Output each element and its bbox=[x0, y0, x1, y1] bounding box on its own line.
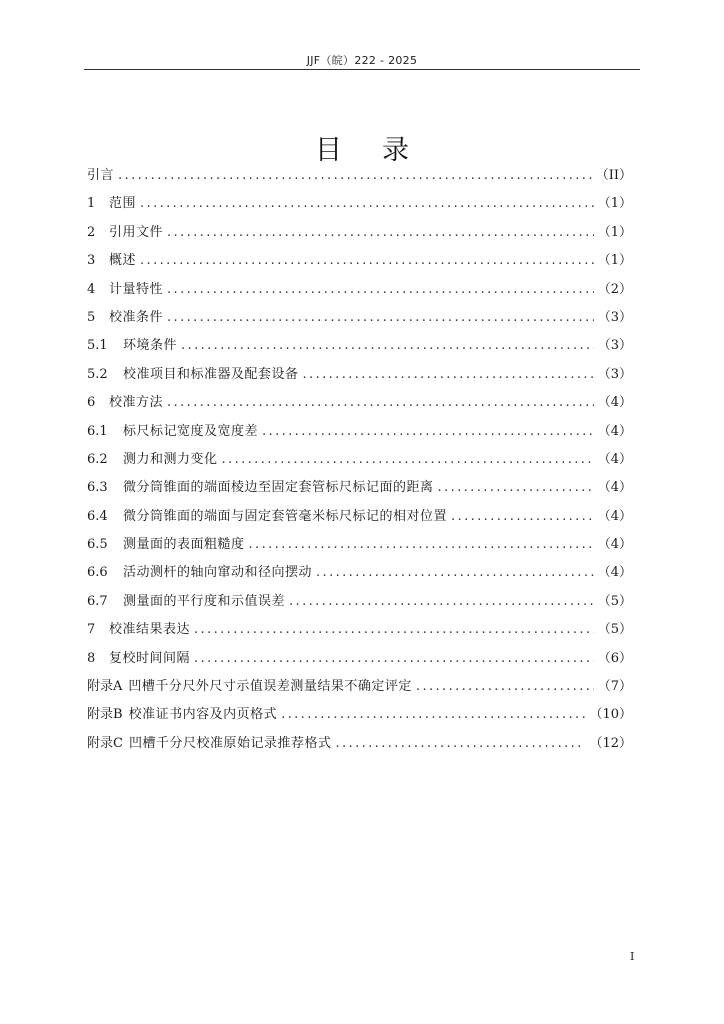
toc-entry-number: 3 bbox=[87, 253, 96, 269]
toc-entry[interactable] bbox=[87, 162, 632, 190]
toc-dot-leader bbox=[181, 332, 594, 360]
toc-entry-number: 5.2 bbox=[87, 366, 108, 382]
toc-entry-page: （3） bbox=[597, 366, 632, 382]
toc-dot-leader bbox=[194, 616, 594, 644]
toc-entry[interactable] bbox=[87, 361, 632, 389]
toc-dot-leader bbox=[335, 730, 585, 758]
toc-entry-page: （7） bbox=[597, 679, 632, 695]
toc-entry-page: （10） bbox=[589, 707, 632, 723]
toc-entry[interactable] bbox=[87, 730, 632, 758]
toc-entry-page: （3） bbox=[597, 338, 632, 354]
toc-entry-page: （4） bbox=[597, 508, 632, 524]
toc-dot-leader bbox=[222, 446, 594, 474]
toc-entry-number: 2 bbox=[87, 224, 96, 240]
toc-entry[interactable] bbox=[87, 276, 632, 304]
toc-dot-leader bbox=[289, 588, 594, 616]
toc-entry-number: 6.1 bbox=[87, 423, 108, 439]
toc-entry-title: 引言 bbox=[87, 168, 115, 183]
table-of-contents bbox=[87, 162, 632, 758]
toc-entry-page: （1） bbox=[597, 224, 632, 240]
toc-entry[interactable] bbox=[87, 446, 632, 474]
toc-dot-leader bbox=[167, 304, 594, 332]
toc-entry-page: （4） bbox=[597, 537, 632, 553]
toc-entry-title: 微分筒锥面的端面与固定套管毫米标尺标记的相对位置 bbox=[123, 508, 448, 524]
toc-entry-page: （4） bbox=[597, 395, 632, 411]
toc-entry-page: （5） bbox=[597, 622, 632, 638]
toc-entry-title: 校准方法 bbox=[109, 395, 164, 411]
toc-entry[interactable] bbox=[87, 190, 632, 218]
toc-entry[interactable] bbox=[87, 418, 632, 446]
toc-dot-leader bbox=[262, 418, 594, 446]
toc-dot-leader bbox=[167, 276, 594, 304]
toc-entry-page: （4） bbox=[597, 565, 632, 581]
toc-entry[interactable] bbox=[87, 531, 632, 559]
toc-entry-title: 引用文件 bbox=[109, 224, 164, 240]
toc-entry-page: （3） bbox=[597, 309, 632, 325]
toc-entry-title: 范围 bbox=[109, 196, 137, 212]
toc-dot-leader bbox=[281, 701, 585, 729]
toc-entry-number: 附录B bbox=[87, 707, 123, 723]
toc-dot-leader bbox=[194, 645, 594, 673]
toc-entry[interactable] bbox=[87, 645, 632, 673]
toc-entry[interactable] bbox=[87, 304, 632, 332]
toc-entry[interactable] bbox=[87, 673, 632, 701]
toc-dot-leader bbox=[438, 474, 594, 502]
toc-entry-number: 4 bbox=[87, 281, 96, 297]
toc-entry[interactable] bbox=[87, 247, 632, 275]
toc-entry-title: 校准项目和标准器及配套设备 bbox=[123, 366, 299, 382]
toc-entry[interactable] bbox=[87, 701, 632, 729]
toc-entry-number: 6.6 bbox=[87, 565, 108, 581]
toc-entry-title: 测力和测力变化 bbox=[123, 451, 218, 467]
toc-entry-title: 校准证书内容及内页格式 bbox=[128, 707, 278, 723]
toc-entry-number: 6.5 bbox=[87, 537, 108, 553]
toc-entry[interactable] bbox=[87, 474, 632, 502]
toc-entry-page: （1） bbox=[597, 196, 632, 212]
toc-dot-leader bbox=[140, 190, 594, 218]
toc-entry-title: 复校时间间隔 bbox=[109, 650, 191, 666]
toc-entry[interactable] bbox=[87, 616, 632, 644]
toc-dot-leader bbox=[249, 531, 594, 559]
toc-entry-number: 附录A bbox=[87, 679, 123, 695]
toc-dot-leader bbox=[167, 389, 594, 417]
toc-entry-page: （5） bbox=[597, 593, 632, 609]
header-divider bbox=[84, 69, 640, 70]
toc-entry[interactable] bbox=[87, 389, 632, 417]
toc-entry-title: 微分筒锥面的端面棱边至固定套管标尺标记面的距离 bbox=[123, 480, 434, 496]
toc-entry[interactable] bbox=[87, 588, 632, 616]
toc-entry-number: 6 bbox=[87, 395, 96, 411]
document-code-header: JJF（皖）222 - 2025 bbox=[306, 54, 418, 67]
toc-entry-number: 1 bbox=[87, 196, 96, 212]
toc-entry-title: 活动测杆的轴向窜动和径向摆动 bbox=[123, 565, 313, 581]
toc-entry-title: 标尺标记宽度及宽度差 bbox=[123, 423, 259, 439]
toc-entry-number: 附录C bbox=[87, 735, 123, 751]
toc-dot-leader bbox=[167, 219, 594, 247]
toc-entry-title: 凹槽千分尺校准原始记录推荐格式 bbox=[128, 735, 332, 751]
toc-dot-leader bbox=[303, 361, 594, 389]
toc-entry-page: （4） bbox=[597, 451, 632, 467]
toc-entry-title: 校准条件 bbox=[109, 309, 164, 325]
toc-entry-title: 概述 bbox=[109, 253, 137, 269]
toc-entry-title: 凹槽千分尺外尺寸示值误差测量结果不确定评定 bbox=[128, 679, 412, 695]
toc-entry-title: 环境条件 bbox=[123, 338, 178, 354]
toc-entry[interactable] bbox=[87, 503, 632, 531]
page-title: 目录 bbox=[315, 135, 449, 166]
toc-entry-page: （II） bbox=[595, 168, 632, 183]
page-number: I bbox=[630, 950, 635, 963]
toc-entry-page: （1） bbox=[597, 253, 632, 269]
toc-entry-number: 6.7 bbox=[87, 593, 108, 609]
toc-entry-page: （2） bbox=[597, 281, 632, 297]
toc-entry-number: 6.3 bbox=[87, 480, 108, 496]
toc-entry-page: （12） bbox=[589, 735, 632, 751]
toc-entry[interactable] bbox=[87, 559, 632, 587]
toc-dot-leader bbox=[451, 503, 594, 531]
toc-entry-number: 6.2 bbox=[87, 451, 108, 467]
toc-entry-title: 测量面的平行度和示值误差 bbox=[123, 593, 286, 609]
toc-entry-number: 5.1 bbox=[87, 338, 108, 354]
toc-entry[interactable] bbox=[87, 332, 632, 360]
toc-entry-title: 测量面的表面粗糙度 bbox=[123, 537, 245, 553]
toc-dot-leader bbox=[140, 247, 594, 275]
toc-entry-number: 6.4 bbox=[87, 508, 108, 524]
toc-entry-page: （6） bbox=[597, 650, 632, 666]
toc-entry-number: 8 bbox=[87, 650, 96, 666]
toc-entry-number: 5 bbox=[87, 309, 96, 325]
toc-entry-title: 校准结果表达 bbox=[109, 622, 191, 638]
toc-entry-page: （4） bbox=[597, 423, 632, 439]
toc-dot-leader bbox=[416, 673, 594, 701]
toc-dot-leader bbox=[118, 162, 592, 190]
toc-entry[interactable] bbox=[87, 219, 632, 247]
toc-dot-leader bbox=[316, 559, 594, 587]
toc-entry-page: （4） bbox=[597, 480, 632, 496]
toc-entry-number: 7 bbox=[87, 622, 96, 638]
toc-entry-title: 计量特性 bbox=[109, 281, 164, 297]
